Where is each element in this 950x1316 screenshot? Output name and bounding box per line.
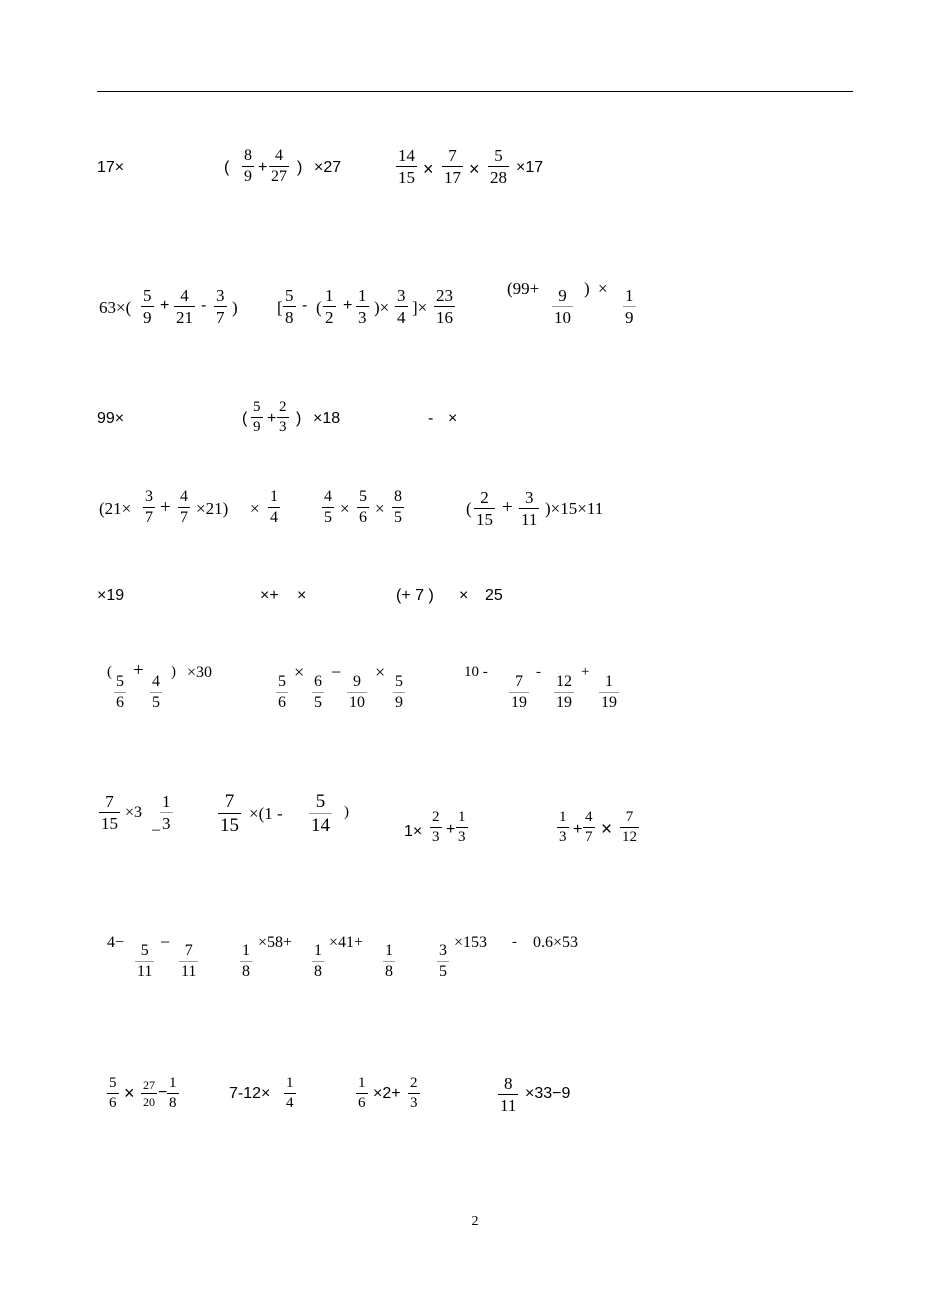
fraction: $\frac{7}{17}$ [444,146,461,187]
expression-text: 17× [97,159,125,176]
expression-text: ×41+ [329,934,364,951]
expression-text: 10 - [464,664,488,680]
fraction: $\frac{1}{9}$ [625,286,634,327]
expression-text: ×58+ [258,934,293,951]
expression-text: × [601,819,613,840]
fraction: $\frac{1}{3}$ [559,809,567,845]
fraction: $\frac{5}{6}$ [109,1075,117,1111]
expression-text: ) [232,298,238,317]
expression-text: ) [171,664,176,680]
fraction: $\frac{4}{7}$ [585,809,593,845]
fraction: $\frac{8}{9}$ [244,147,252,185]
expression-text: × [448,410,458,427]
expression-text: + [502,497,513,518]
expression-text: + [160,497,171,518]
expression-text: - [201,297,207,314]
fraction: $\frac{7}{15}$ [101,792,118,833]
expression-text: (+ 7 ) [396,587,434,604]
fraction: $\frac{4}{21}$ [176,286,193,327]
expression-text: - [428,410,434,427]
expression-text: 25 [485,587,503,604]
fraction: $\frac{5}{14}$ [311,791,330,836]
expression-text: × [459,587,469,604]
expression-text: − [158,1084,168,1101]
expression-text: ×3 [125,804,143,821]
fraction: $\frac{4}{5}$ [152,673,160,711]
fraction: $\frac{9}{10}$ [349,673,365,711]
fraction: $\frac{1}{4}$ [270,488,278,526]
expression-text: − [160,932,171,952]
expression-text: × [340,499,350,518]
expression-text: + [446,821,456,838]
fraction: $\frac{3}{7}$ [145,488,153,526]
fraction: $\frac{5}{6}$ [359,488,367,526]
fraction: $\frac{5}{8}$ [285,286,294,327]
expression-text: - [512,934,517,950]
fraction: $\frac{4}{5}$ [324,488,332,526]
expression-text: × [124,1083,135,1103]
fraction: $\frac{1}{6}$ [358,1075,366,1111]
fraction: $\frac{2}{15}$ [476,488,493,529]
expression-text: ( [107,664,112,680]
expression-text: ( [242,410,248,427]
expression-text: ( [316,298,322,317]
expression-text: (99+ [507,279,540,298]
expression-text: + [258,159,268,176]
fraction: $\frac{2}{3}$ [432,809,440,845]
fraction: $\frac{5}{9}$ [143,286,152,327]
expression-text: 4− [107,934,125,951]
expression-text: + [581,664,590,680]
expression-text: - [302,297,308,314]
fraction: $\frac{9}{10}$ [554,286,571,327]
expression-text: ×21) [196,499,229,518]
expression-text: ×17 [516,159,544,176]
fraction: $\frac{1}{8}$ [385,942,393,980]
expression-text: ×18 [313,410,341,427]
fraction: $\frac{1}{8}$ [169,1075,177,1111]
expression-text: ×19 [97,587,125,604]
expression-text: × [375,662,386,682]
expression-text: ×(1 - [249,804,283,823]
expression-text: + [160,297,170,314]
fraction: $\frac{27}{20}$ [143,1078,155,1109]
expression-text: × [297,587,307,604]
expression-text: + [133,660,144,681]
expression-text: - [536,664,541,680]
fraction: $\frac{1}{2}$ [325,286,334,327]
expression-text: × [423,159,434,179]
fraction: $\frac{1}{8}$ [314,942,322,980]
expression-text: ×33−9 [525,1085,571,1102]
expression-text: (21× [99,499,132,518]
expression-text: )×15×11 [545,499,604,518]
fraction: $\frac{8}{5}$ [394,488,402,526]
expression-text: ×2+ [373,1085,401,1102]
fraction: $\frac{7}{12}$ [622,809,637,845]
fraction: $\frac{1}{3}$ [358,286,367,327]
fraction: $\frac{14}{15}$ [398,146,415,187]
fraction: $\frac{6}{5}$ [314,673,322,711]
fraction: $\frac{8}{11}$ [500,1074,517,1115]
fraction: $\frac{1}{19}$ [601,673,617,711]
fraction: $\frac{7}{19}$ [511,673,527,711]
fraction: $\frac{4}{7}$ [180,488,188,526]
fraction: $\frac{5}{6}$ [278,673,286,711]
header-rule [97,91,853,92]
fraction: $\frac{5}{28}$ [490,146,507,187]
fraction: $\frac{5}{11}$ [137,942,153,980]
expression-text: ) [296,410,302,427]
expression-text: + [267,410,277,427]
expression-text: + [343,297,353,314]
fraction: $\frac{3}{4}$ [397,286,406,327]
fraction: $\frac{4}{27}$ [271,147,287,185]
fraction: $\frac{5}{9}$ [253,399,261,435]
fraction: $\frac{7}{15}$ [220,791,239,836]
expression-text: ( [224,159,230,176]
expression-text: 63×( [99,298,132,317]
fraction: $\frac{3}{5}$ [439,942,447,980]
fraction: $\frac{5}{6}$ [116,673,124,711]
expression-text: [ [277,298,283,317]
expression-text: 0.6×53 [533,934,579,951]
expression-text: 99× [97,410,125,427]
expression-text: + [573,821,583,838]
fraction: $\frac{23}{16}$ [436,286,453,327]
expression-text: 1× [404,823,423,840]
fraction: $\frac{2}{3}$ [279,399,287,435]
page-number: 2 [471,1214,479,1229]
fraction: $\frac{1}{8}$ [242,942,250,980]
expression-text: × [250,499,260,518]
expression-text: × [469,159,480,179]
fraction: $\frac{1}{4}$ [286,1075,294,1111]
expression-text: 7-12× [229,1085,271,1102]
expression-text: × [375,499,385,518]
expression-text: ×27 [314,159,342,176]
expression-text: – [152,821,160,838]
expression-text: ) [297,159,303,176]
expression-text: ×153 [454,934,488,951]
expression-text: × [598,279,608,298]
fraction: $\frac{5}{9}$ [395,673,403,711]
expression-text: ×30 [187,664,213,681]
expression-text: × [294,662,305,682]
expression-text: ( [466,499,472,518]
fraction: $\frac{1}{3}$ [458,809,466,845]
expression-text: ) [584,279,590,298]
fraction: $\frac{3}{7}$ [216,286,225,327]
fraction: $\frac{3}{11}$ [521,488,538,529]
fraction: $\frac{7}{11}$ [181,942,197,980]
expression-text: ) [344,804,349,820]
fraction: $\frac{2}{3}$ [410,1075,418,1111]
expression-text: )× [374,298,390,317]
expression-text: − [331,662,342,682]
expression-text: ]× [412,298,428,317]
fraction: $\frac{1}{3}$ [162,792,171,833]
expression-text: ×+ [260,587,279,604]
fraction: $\frac{12}{19}$ [556,673,572,711]
